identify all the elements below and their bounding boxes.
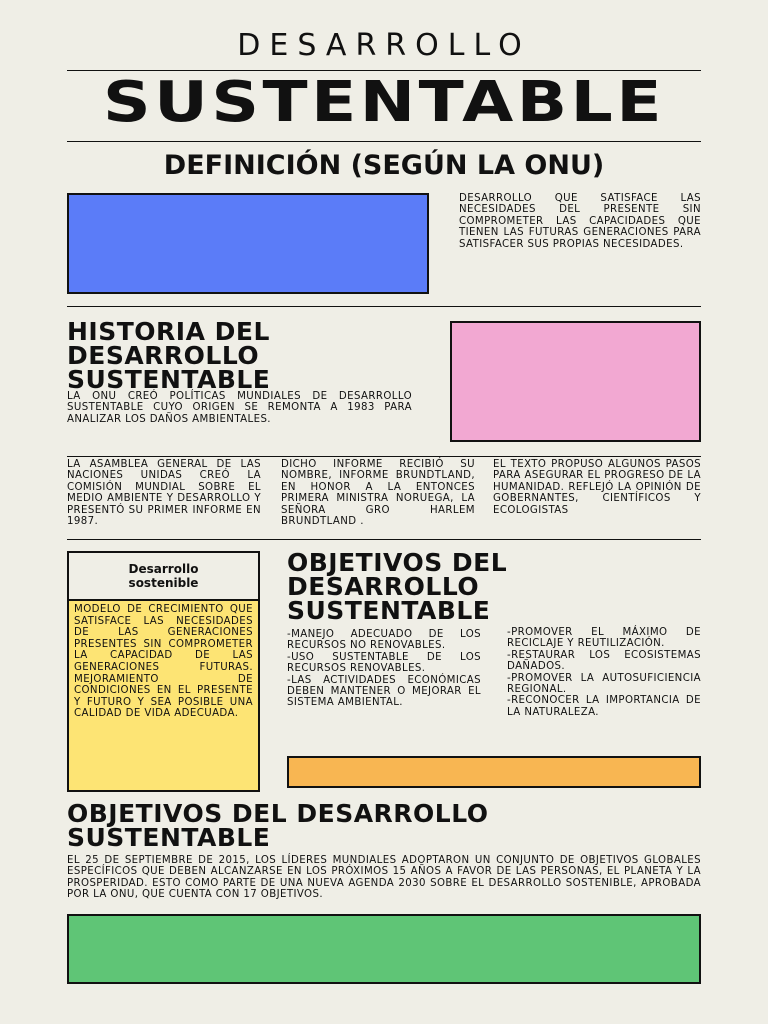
sidebar-text: MODELO DE CRECIMIENTO QUE SATISFACE LAS NECESIDADES DE LAS GENERACIONES PRESENTES SIN COMPROMETER LA CAPACIDAD DE LAS GENERACIONES FUTURAS. MEJORAMIENTO DE CONDICIONES EN EL PRESENTE Y FUTURO Y SEA POSIBLE UNA CALIDAD DE VIDA ADECUADA. <box>74 604 253 720</box>
definicion-image-placeholder <box>67 193 429 294</box>
sidebar-heading-line: sostenible <box>128 576 199 590</box>
objetivo-item: -RESTAURAR LOS ECOSISTEMAS DAÑADOS. <box>507 649 701 673</box>
header-rule-bottom <box>67 141 701 142</box>
historia-heading-line: HISTORIA DEL <box>67 317 270 346</box>
historia-image-placeholder <box>450 321 701 442</box>
objetivo-item: -USO SUSTENTABLE DE LOS RECURSOS RENOVABLES. <box>287 651 481 675</box>
kicker-title: DESARROLLO <box>237 28 531 63</box>
sidebar-heading-box <box>67 551 260 601</box>
definicion-rule <box>67 306 701 307</box>
objetivo-item: -PROMOVER EL MÁXIMO DE RECICLAJE Y REUTILIZACIÓN. <box>507 627 701 650</box>
definicion-text: DESARROLLO QUE SATISFACE LAS NECESIDADES DEL PRESENTE SIN COMPROMETER LAS CAPACIDADES QUE TIENEN LAS FUTURAS GENERACIONES PARA SATISFACER SUS PROPIAS NECESIDADES. <box>459 193 701 250</box>
agenda-heading <box>67 799 707 852</box>
objetivos-left-list <box>287 629 481 709</box>
agenda-green-box <box>67 914 701 984</box>
objetivo-item: -RECONOCER LA IMPORTANCIA DE LA NATURALEZA. <box>507 695 701 718</box>
objetivo-item: -LAS ACTIVIDADES ECONÓMICAS DEBEN MANTENER O MEJORAR EL SISTEMA AMBIENTAL. <box>287 674 481 709</box>
historia-columns-rule <box>67 456 701 457</box>
sidebar-heading-line: Desarrollo <box>128 562 199 576</box>
agenda-heading-line: SUSTENTABLE <box>67 823 271 852</box>
sidebar-yellow-box <box>67 599 260 792</box>
definicion-heading: DEFINICIÓN (SEGÚN LA ONU) <box>163 150 605 181</box>
historia-heading-line: SUSTENTABLE <box>67 365 271 394</box>
historia-intro: LA ONU CREÓ POLÍTICAS MUNDIALES DE DESARROLLO SUSTENTABLE CUYO ORIGEN SE REMONTA A 1983 PARA ANALIZAR LOS DAÑOS AMBIENTALES. <box>67 391 412 425</box>
objetivos-heading-line: DESARROLLO <box>287 572 480 601</box>
objetivo-item: -PROMOVER LA AUTOSUFICIENCIA REGIONAL. <box>507 672 701 696</box>
historia-column-2: DICHO INFORME RECIBIÓ SU NOMBRE, INFORME BRUNDTLAND, EN HONOR A LA ENTONCES PRIMERA MINISTRA NORUEGA, LA SEÑORA GRO HARLEM BRUNDTLAND . <box>281 459 475 528</box>
historia-heading-line: DESARROLLO <box>67 341 260 370</box>
historia-heading <box>67 317 437 394</box>
objetivos-right-list <box>507 627 701 718</box>
main-title: SUSTENTABLE <box>102 70 666 135</box>
objetivos-heading-line: OBJETIVOS DEL <box>287 548 508 577</box>
agenda-text: EL 25 DE SEPTIEMBRE DE 2015, LOS LÍDERES MUNDIALES ADOPTARON UN CONJUNTO DE OBJETIVOS GLOBALES ESPECÍFICOS QUE DEBEN ALCANZARSE EN LOS PRÓXIMOS 15 AÑOS A FAVOR DE LAS PERSONAS, EL PLANETA Y LA PROSPERIDAD. ESTO COMO PARTE DE UNA NUEVA AGENDA 2030 SOBRE EL DESARROLLO SOSTENIBLE, APROBADA POR LA ONU, QUE CUENTA CON 17 OBJETIVOS. <box>67 855 701 901</box>
objetivos-heading-line: SUSTENTABLE <box>287 596 491 625</box>
agenda-heading-line: OBJETIVOS DEL DESARROLLO <box>67 799 489 828</box>
objetivos-heading <box>287 548 702 625</box>
objetivo-item: -MANEJO ADECUADO DE LOS RECURSOS NO RENOVABLES. <box>287 629 481 652</box>
historia-bottom-rule <box>67 539 701 540</box>
historia-column-1: LA ASAMBLEA GENERAL DE LAS NACIONES UNIDAS CREÓ LA COMISIÓN MUNDIAL SOBRE EL MEDIO AMBIENTE Y DESARROLLO Y PRESENTÓ SU PRIMER INFORME EN 1987. <box>67 459 261 528</box>
historia-column-3: EL TEXTO PROPUSO ALGUNOS PASOS PARA ASEGURAR EL PROGRESO DE LA HUMANIDAD. REFLEJÓ LA OPINIÓN DE GOBERNANTES, CIENTÍFICOS Y ECOLOGISTAS <box>493 459 701 516</box>
objetivos-orange-bar <box>287 756 701 788</box>
